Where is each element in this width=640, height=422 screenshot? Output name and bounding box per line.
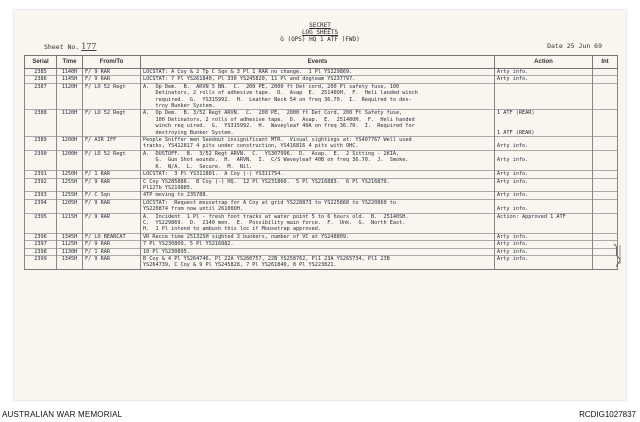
- from-to-cell-empty: [83, 206, 141, 213]
- events-cell: C. YS229869. D. 2140 men. E. Possibility main force. F. Unk. G. North East.: [141, 220, 495, 226]
- from-to-cell-empty: [83, 130, 141, 137]
- int-cell: [593, 192, 618, 199]
- int-cell: [593, 83, 618, 90]
- table-row-continuation: [25, 185, 618, 192]
- from-to-cell: F/ LO 52 Regt: [83, 150, 141, 157]
- serial-cell: 2387: [25, 83, 57, 90]
- table-row-continuation: [25, 164, 618, 171]
- from-to-cell-empty: [83, 262, 141, 269]
- serial-cell: 2397: [25, 241, 57, 248]
- from-to-cell: F/ 9 RAR: [83, 199, 141, 206]
- log-sheets-title: LOG SHEETS: [301, 29, 339, 36]
- action-cell: Arty info.: [495, 248, 593, 255]
- table-row: [25, 192, 618, 199]
- serial-cell-empty: [25, 206, 57, 213]
- time-cell: 1200H: [57, 137, 83, 144]
- table-row: [25, 255, 618, 262]
- serial-cell-empty: [25, 262, 57, 269]
- events-cell: tracks, YS412817 4 pits under construction, YS416816 4 pits with OHC.: [141, 143, 495, 150]
- events-cell: A. DUSTOFF. B. 3/52 Regt ARVN. C. YS307996. D. Asap. E. 2 Sitting - 2KIA,: [141, 150, 495, 157]
- table-row-continuation: [25, 143, 618, 150]
- serial-cell-empty: [25, 226, 57, 233]
- int-cell: [593, 103, 618, 110]
- events-cell: required. G. YS315992. H. Leather Neck 54 on freq 36.70. I. Required to des-: [141, 97, 495, 103]
- from-to-cell-empty: [83, 164, 141, 171]
- serial-cell: 2393: [25, 192, 57, 199]
- from-to-cell: F/ LO BEARCAT: [83, 233, 141, 240]
- action-cell: [495, 262, 593, 269]
- column-header-action: Action: [495, 56, 593, 69]
- action-cell: [495, 164, 593, 171]
- action-cell: 1 ATF (REAR): [495, 110, 593, 117]
- column-header-from-to: From/To: [83, 56, 141, 69]
- serial-cell: 2394: [25, 199, 57, 206]
- events-cell: 7 Pl YS230809, 5 Pl YS216882.: [141, 241, 495, 248]
- from-to-cell: F/ 9 RAR: [83, 213, 141, 220]
- classification-label: SECRET: [309, 22, 331, 29]
- serial-cell-empty: [25, 143, 57, 150]
- action-cell: Arty info.: [495, 255, 593, 262]
- action-cell: Arty info.: [495, 171, 593, 178]
- int-cell: [593, 130, 618, 137]
- table-row: [25, 248, 618, 255]
- time-cell: 1250H: [57, 171, 83, 178]
- events-cell: C Coy YS285886. B Coy (-) HQ. 12 Pl YS231860. 5 Pl YS216883. 6 Pl YS216879.: [141, 178, 495, 185]
- serial-cell-empty: [25, 164, 57, 171]
- pencil-mark: [611, 242, 625, 268]
- from-to-cell-empty: [83, 185, 141, 192]
- serial-cell: 2392: [25, 178, 57, 185]
- events-cell: A. Op Dem. B. 3/52 Regt ARVN. C. 200 PE, 2000 ft Det Cord, 200 Ft Safety fuse,: [141, 110, 495, 117]
- from-to-cell-empty: [83, 103, 141, 110]
- log-table-body: [25, 69, 618, 270]
- time-cell: 1120H: [57, 110, 83, 117]
- events-cell: B Coy & 4 Pl YS264746, Pl 22A YS260757, 22B YS258762, Pl1 23A YS265734, Pl1 23B: [141, 255, 495, 262]
- from-to-cell: F/ C Sqn: [83, 192, 141, 199]
- time-cell: 1255H: [57, 192, 83, 199]
- column-header-events: Events: [141, 56, 495, 69]
- events-cell: destroying Bunker System.: [141, 130, 495, 137]
- sheet-number: [44, 42, 97, 51]
- action-cell: [495, 150, 593, 157]
- time-cell: 1140H: [57, 69, 83, 76]
- log-table: [24, 55, 618, 270]
- table-row: [25, 69, 618, 76]
- action-cell: [495, 137, 593, 144]
- table-row-continuation: [25, 226, 618, 233]
- column-header-serial: Serial: [25, 56, 57, 69]
- int-cell: [593, 233, 618, 240]
- events-cell: LOCSTAT: 3 Pl YS311801. A Coy (-) YS311754.: [141, 171, 495, 178]
- from-to-cell: F/ 9 RAR: [83, 76, 141, 83]
- int-cell: [593, 185, 618, 192]
- table-row: [25, 76, 618, 83]
- int-cell: [593, 164, 618, 171]
- time-cell-empty: [57, 185, 83, 192]
- time-cell-empty: [57, 143, 83, 150]
- serial-cell-empty: [25, 185, 57, 192]
- int-cell: [593, 226, 618, 233]
- time-cell: 1215H: [57, 213, 83, 220]
- events-cell: 100 Detinators, 2 rolls of adhesive tape. D. Asap. E. 25140OH. F. Heli handed: [141, 117, 495, 123]
- sheet-number-value: 177: [81, 42, 97, 51]
- sheet-number-label: Sheet No.: [44, 43, 80, 51]
- time-cell: 1255H: [57, 178, 83, 185]
- action-cell: Arty info.: [495, 178, 593, 185]
- action-cell: 1 ATF (REAR): [495, 130, 593, 137]
- archive-credit: AUSTRALIAN WAR MEMORIAL: [2, 410, 123, 419]
- unit-title: G (OPS) HQ 1 ATF (FWD): [280, 36, 360, 43]
- time-cell: 1205H: [57, 199, 83, 206]
- serial-cell: 2399: [25, 255, 57, 262]
- from-to-cell: F/ LO 52 Regt: [83, 83, 141, 90]
- time-cell-empty: [57, 130, 83, 137]
- action-cell: Arty info.: [495, 69, 593, 76]
- events-cell: LOCSTAT: 7 Pl YS261840, Pl 330 YS245820, 11 Pl and dogteam YS237797.: [141, 76, 495, 83]
- serial-cell: 2390: [25, 150, 57, 157]
- action-cell: Arty info.: [495, 206, 593, 213]
- serial-cell-empty: [25, 103, 57, 110]
- int-cell: [593, 150, 618, 157]
- from-to-cell: F/ 9 RAR: [83, 69, 141, 76]
- action-cell: Action: Approved 1 ATF: [495, 213, 593, 220]
- column-header-int: Int: [593, 56, 618, 69]
- events-cell: People Sniffer men Seedout insignificant MTR. Visual sightings at: YS407767 Well used: [141, 137, 495, 144]
- time-cell-empty: [57, 103, 83, 110]
- int-cell: [593, 178, 618, 185]
- sheet-date: [547, 42, 602, 50]
- table-row: [25, 233, 618, 240]
- from-to-cell: F/ 9 RAR: [83, 255, 141, 262]
- events-cell: K. N/A. L. Secure. M. Nil.: [141, 164, 495, 171]
- time-cell-empty: [57, 206, 83, 213]
- int-cell: [593, 171, 618, 178]
- serial-cell: 2388: [25, 110, 57, 117]
- table-row-continuation: [25, 103, 618, 110]
- table-row: [25, 110, 618, 117]
- int-cell: [593, 110, 618, 117]
- table-row-continuation: [25, 206, 618, 213]
- events-cell: LOCSTAT: A Coy & 2 Tp C Sqn & 3 Pl 1 RAR no change. 1 Pl YS229869.: [141, 69, 495, 76]
- events-cell: LOCSTAT: Request mousetrap for A Coy at grid YS228873 to YS225860 to YS220860 to: [141, 199, 495, 206]
- table-row: [25, 178, 618, 185]
- table-row: [25, 199, 618, 206]
- int-cell: [593, 69, 618, 76]
- table-row: [25, 137, 618, 144]
- table-row: [25, 241, 618, 248]
- from-to-cell-empty: [83, 226, 141, 233]
- from-to-cell-empty: [83, 143, 141, 150]
- events-cell: YS264739, C Coy & 9 Pl YS245828, 7 Pl YS261840, 8 Pl YS223821.: [141, 262, 495, 269]
- events-cell: winch req uired. G. YS315992. H. Waveyleaf 40A on freq 36.70. I. Required for: [141, 123, 495, 129]
- events-cell: Detinators, 2 rolls of adhesive tape. D. Asap E. 25140OH. F. Heli landed winch: [141, 90, 495, 96]
- serial-cell-empty: [25, 130, 57, 137]
- events-cell: troy Bunker System.: [141, 103, 495, 110]
- events-cell: Pl12Tb YS219885.: [141, 185, 495, 192]
- time-cell: 1130H: [57, 248, 83, 255]
- int-cell: [593, 206, 618, 213]
- int-cell: [593, 143, 618, 150]
- time-cell: 1145H: [57, 76, 83, 83]
- action-cell: [495, 83, 593, 90]
- table-row-continuation: [25, 262, 618, 269]
- events-cell: A. Incident 1 Pl - fresh foot tracks at water point 5 to 6 hours old. B. 25140SH.: [141, 213, 495, 220]
- date-label: Date: [547, 42, 563, 50]
- time-cell-empty: [57, 226, 83, 233]
- int-cell: [593, 213, 618, 220]
- time-cell: 1345H: [57, 255, 83, 262]
- table-row: [25, 171, 618, 178]
- action-cell: [495, 199, 593, 206]
- int-cell: [593, 76, 618, 83]
- events-cell: 10 Pl YS230895.: [141, 248, 495, 255]
- action-cell: [495, 103, 593, 110]
- from-to-cell: F/ 1 RAR: [83, 171, 141, 178]
- serial-cell: 2386: [25, 76, 57, 83]
- serial-cell: 2398: [25, 248, 57, 255]
- from-to-cell: F/ 9 RAR: [83, 178, 141, 185]
- events-cell: 4TP moving to 235788.: [141, 192, 495, 199]
- document-heading: [14, 22, 626, 43]
- action-cell: Arty info.: [495, 76, 593, 83]
- table-header-row: [25, 56, 618, 69]
- table-row: [25, 150, 618, 157]
- action-cell: Arty info.: [495, 241, 593, 248]
- column-header-time: Time: [57, 56, 83, 69]
- from-to-cell: F/ LO 52 Regt: [83, 110, 141, 117]
- from-to-cell: F/ 1 RAR: [83, 248, 141, 255]
- time-cell: 1345H: [57, 233, 83, 240]
- archive-reference: RCDIG1027837: [579, 410, 636, 419]
- serial-cell: 2395: [25, 213, 57, 220]
- time-cell-empty: [57, 164, 83, 171]
- serial-cell: 2391: [25, 171, 57, 178]
- events-cell: G. Gun Shot wounds. H. ARVN. I. C/S Waveyleaf 40B on freq 36.70. J. Smoke.: [141, 157, 495, 163]
- action-cell: Arty info.: [495, 157, 593, 163]
- time-cell-empty: [57, 262, 83, 269]
- serial-cell: 2385: [25, 69, 57, 76]
- action-cell: Arty info.: [495, 233, 593, 240]
- action-cell: [495, 226, 593, 233]
- int-cell: [593, 137, 618, 144]
- serial-cell: 2389: [25, 137, 57, 144]
- time-cell: 1120H: [57, 83, 83, 90]
- date-value: 25 Jun 69: [566, 42, 602, 50]
- action-cell: Arty info.: [495, 192, 593, 199]
- action-cell: Arty info.: [495, 143, 593, 150]
- table-row-continuation: [25, 130, 618, 137]
- events-cell: YS220874 from now until 26100OH.: [141, 206, 495, 213]
- serial-cell: 2396: [25, 233, 57, 240]
- int-cell: [593, 199, 618, 206]
- from-to-cell: F/ AIR IFF: [83, 137, 141, 144]
- events-cell: A. Op Dem. B. ARVN 5 BN. C. 200 PE, 2000 ft Det cord, 200 Pl safety fuse, 100: [141, 83, 495, 90]
- time-cell: 1200H: [57, 150, 83, 157]
- time-cell: 1125H: [57, 241, 83, 248]
- events-cell: H. 1 Pl intend to ambush this loc if Mousetrap approved.: [141, 226, 495, 233]
- log-sheet: [14, 10, 626, 400]
- from-to-cell: F/ 9 RAR: [83, 241, 141, 248]
- events-cell: VR Recce time 25132SH sighted 3 bunkers, number of VC at YS248809.: [141, 233, 495, 240]
- action-cell: [495, 185, 593, 192]
- table-row: [25, 213, 618, 220]
- table-row: [25, 83, 618, 90]
